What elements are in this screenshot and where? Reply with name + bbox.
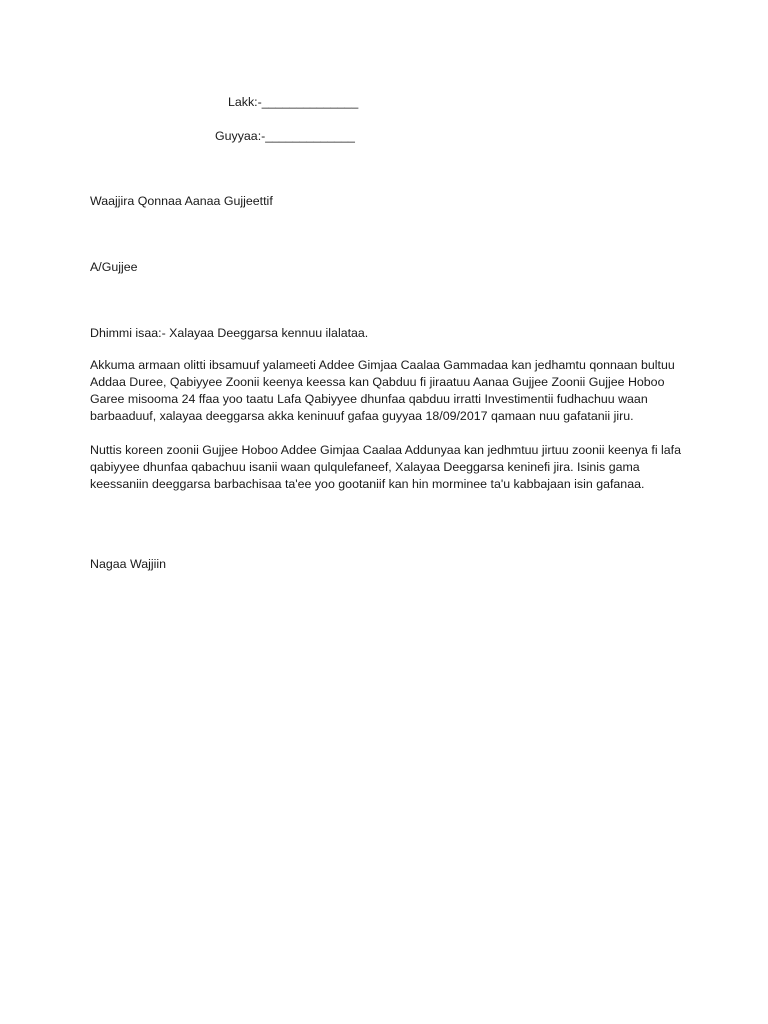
body-paragraph-1: Akkuma armaan olitti ibsamuuf yalameeti Addee Gimjaa Caalaa Gammadaa kan jedhamtu qonnaan bultuu Addaa Duree, Qabiyyee Zoonii keenya keessa kan Qabduu fi jiraatuu Aanaa Gujjee Zoonii Gujjee Hoboo Garee misooma 24 ffaa yoo taatu Lafa Qabiyyee dhunfaa qabduu irratti Investimentii fudhachuu waan barbaaduuf, xalayaa deeggarsa akka keninuuf gafaa guyyaa 18/09/2017 qamaan nuu gafatanii jiru. <box>90 358 675 423</box>
date-line: Guyyaa:-_____________ <box>215 129 355 143</box>
body-paragraph-2: Nuttis koreen zoonii Gujjee Hoboo Addee Gimjaa Caalaa Addunyaa kan jedhmtuu jirtuu zoonii keenya fi lafa qabiyyee dhunfaa qabachuu isanii waan qulqulefaneef, Xalayaa Deeggarsa keninefi jira. Isinis gama keessaniin deeggarsa barbachisaa ta'ee yoo gootaniif kan hin morminee ta'u kabbajaan isin gafanaa. <box>90 443 681 491</box>
closing-line: Nagaa Wajjiin <box>90 557 166 571</box>
reference-number-line: Lakk:-______________ <box>228 95 359 109</box>
location-line: A/Gujjee <box>90 260 138 274</box>
recipient-line: Waajjira Qonnaa Aanaa Gujjeettif <box>90 194 273 208</box>
subject-line: Dhimmi isaa:- Xalayaa Deeggarsa kennuu ilalataa. <box>90 326 369 340</box>
